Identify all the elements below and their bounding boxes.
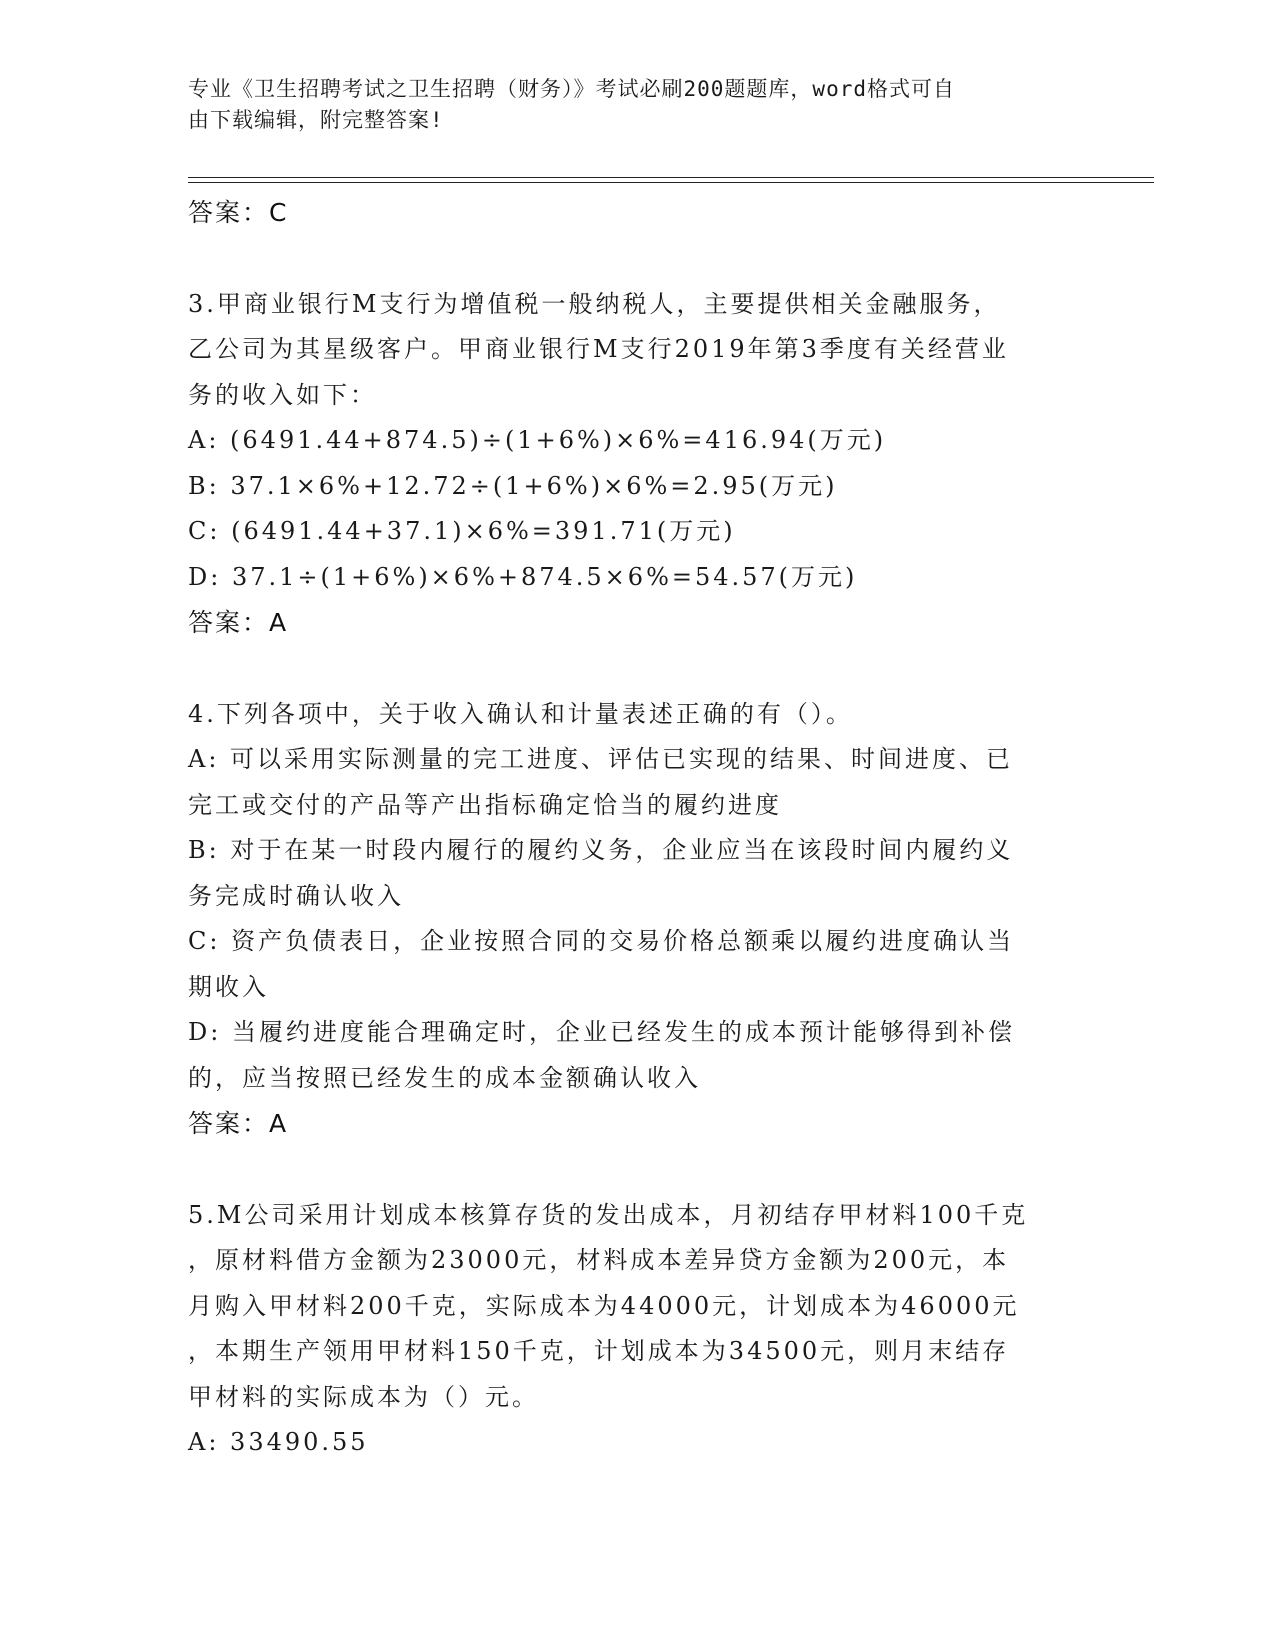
spacer xyxy=(188,236,1088,282)
question-5-stem-line: 月购入甲材料200千克，实际成本为44000元，计划成本为46000元 xyxy=(188,1291,1020,1320)
document-body xyxy=(188,190,1088,1466)
header-line-1: 专业《卫生招聘考试之卫生招聘（财务）》考试必刷200题题库，word格式可自 xyxy=(188,77,955,101)
header-divider-bottom xyxy=(188,182,1154,183)
header-divider-top xyxy=(188,177,1154,178)
question-3 xyxy=(188,282,1088,646)
question-4-option-b: B: 对于在某一时段内履行的履约义务，企业应当在该段时间内履约义 xyxy=(188,836,1014,864)
question-3-option-b: B: 37.1×6%+12.72÷(1+6%)×6%=2.95(万元) xyxy=(188,471,838,500)
spacer xyxy=(188,646,1088,692)
question-3-option-c: C: (6491.44+37.1)×6%=391.71(万元) xyxy=(188,517,736,545)
question-3-answer: 答案：A xyxy=(188,608,289,637)
question-4-option-d-cont: 的，应当按照已经发生的成本金额确认收入 xyxy=(188,1063,701,1092)
question-3-stem-line: 乙公司为其星级客户。甲商业银行M支行2019年第3季度有关经营业 xyxy=(188,335,1009,363)
question-4-option-a-cont: 完工或交付的产品等产出指标确定恰当的履约进度 xyxy=(188,790,782,819)
question-4-option-b-cont: 务完成时确认收入 xyxy=(188,881,404,910)
question-4-option-a: A: 可以采用实际测量的完工进度、评估已实现的结果、时间进度、已 xyxy=(188,745,1014,773)
question-5-stem-line: ，原材料借方金额为23000元，材料成本差异贷方金额为200元，本 xyxy=(188,1246,1010,1274)
question-4-option-d: D: 当履约进度能合理确定时，企业已经发生的成本预计能够得到补偿 xyxy=(188,1018,1015,1046)
question-4-option-c: C: 资产负债表日，企业按照合同的交易价格总额乘以履约进度确认当 xyxy=(188,927,1015,955)
question-5-stem-line: ，本期生产领用甲材料150千克，计划成本为34500元，则月末结存 xyxy=(188,1337,1010,1365)
question-5-stem-line: 5.M公司采用计划成本核算存货的发出成本，月初结存甲材料100千克 xyxy=(188,1200,1029,1229)
question-4 xyxy=(188,692,1088,1147)
question-3-stem-line: 务的收入如下： xyxy=(188,380,377,409)
previous-question-answer: 答案：C xyxy=(188,198,289,227)
document-header-note xyxy=(188,74,1068,136)
question-3-option-d: D: 37.1÷(1+6%)×6%+874.5×6%=54.57(万元) xyxy=(188,562,858,591)
question-5-option-a: A: 33490.55 xyxy=(188,1428,369,1456)
question-3-stem-line: 3.甲商业银行M支行为增值税一般纳税人，主要提供相关金融服务， xyxy=(188,289,1001,318)
question-5-stem-line: 甲材料的实际成本为（）元。 xyxy=(188,1382,539,1411)
question-3-option-a: A: (6491.44+874.5)÷(1+6%)×6%=416.94(万元) xyxy=(188,426,887,454)
spacer xyxy=(188,1147,1088,1193)
question-4-stem-line: 4.下列各项中，关于收入确认和计量表述正确的有（）。 xyxy=(188,699,853,728)
question-4-answer: 答案：A xyxy=(188,1109,289,1138)
header-line-2: 由下载编辑，附完整答案! xyxy=(188,108,444,132)
question-5 xyxy=(188,1193,1088,1466)
question-4-option-c-cont: 期收入 xyxy=(188,972,269,1001)
